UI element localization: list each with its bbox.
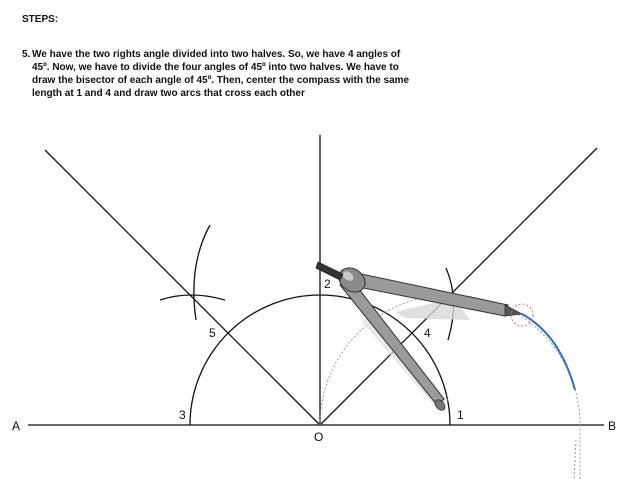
- label-4: 4: [424, 326, 431, 340]
- compass: [316, 262, 522, 412]
- label-5: 5: [209, 326, 216, 340]
- compass-guide-circle: [320, 295, 580, 479]
- compass-guide-tail: [574, 440, 576, 479]
- label-3: 3: [179, 408, 186, 422]
- step-line-2: 45º. Now, we have to divide the four angles of 45º into two halves. We have to: [32, 62, 399, 73]
- label-B: B: [608, 419, 617, 433]
- label-1: 1: [457, 408, 464, 422]
- compass-right-leg-tip: [505, 305, 522, 316]
- label-2: 2: [324, 277, 331, 291]
- label-A: A: [12, 419, 21, 433]
- label-O: O: [314, 430, 324, 444]
- step-line-3: draw the bisector of each angle of 45º. Then, center the compass with the same: [32, 75, 410, 86]
- step-number: 5.: [22, 49, 31, 60]
- bisector-left: [45, 150, 320, 425]
- left-arc-vertical: [194, 225, 210, 320]
- steps-title: STEPS:: [22, 14, 59, 25]
- step-line-4: length at 1 and 4 and draw two arcs that cross each other: [32, 88, 305, 99]
- blue-arc: [522, 314, 575, 390]
- step-line-1: 5. We have the two rights angle divided into two halves. So, we have 4 angles of: [22, 49, 401, 60]
